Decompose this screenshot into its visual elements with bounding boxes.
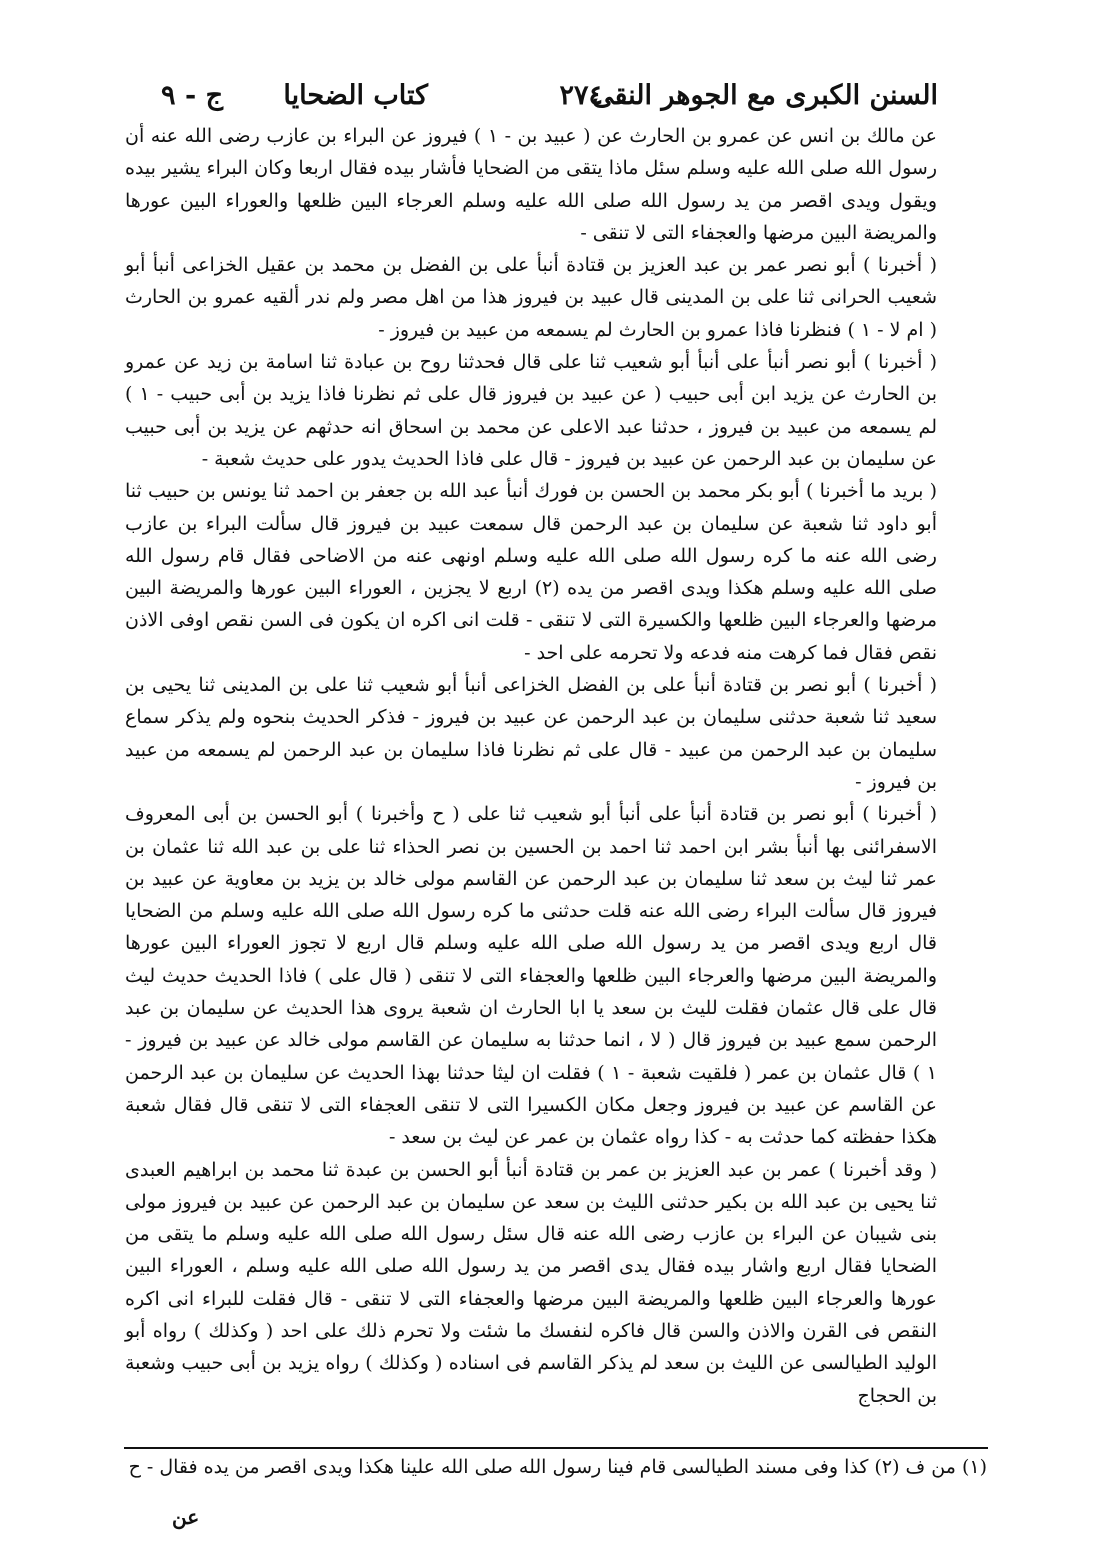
volume-number: ج - ٩ — [161, 80, 223, 111]
paragraph: ( أخبرنا ) أبو نصر أنبأ على أنبأ أبو شعيب ثنا على قال فحدثنا روح بن عبادة ثنا اسامة بن زيد عن عمرو بن الحارث عن يزيد ابن أبى حبيب ( عن عبيد بن فيروز قال على ثم نظرنا فاذا يزيد بن أبى حبيب - ١ ) لم يسمعه من عبيد بن فيروز ، حدثنا عبد الاعلى عن محمد بن اسحاق انه حدثهم عن يزيد بن أبى حبيب عن سليمان بن عبد الرحمن عن عبيد بن فيروز - قال على فاذا الحديث يدور على حديث شعبة - — [125, 351, 938, 470]
main-text — [125, 120, 937, 1412]
running-header — [138, 76, 938, 118]
paragraph: عن مالك بن انس عن عمرو بن الحارث عن ( عبيد بن - ١ ) فيروز عن البراء بن عازب رضى الله عنه أن رسول الله صلى الله عليه وسلم سئل ماذا يتقى من الضحايا فأشار بيده فقال اربعا وكان البراء يشير بيده ويقول ويدى اقصر من يد رسول الله صلى الله عليه وسلم العرجاء البين ظلعها والعوراء البين عورها والمريضة البين مرضها والعجفاء التى لا تنقى - — [125, 125, 937, 244]
paragraph: ( أخبرنا ) أبو نصر بن قتادة أنبأ على أنبأ أبو شعيب ثنا على ( ح وأخبرنا ) أبو الحسن بن أبى المعروف الاسفرائنى بها أنبأ بشر ابن احمد ثنا احمد بن الحسين بن نصر الحذاء ثنا على بن عبد الله ثنا عثمان بن عمر ثنا ليث بن سعد ثنا سليمان بن عبد الرحمن عن القاسم مولى خالد بن يزيد بن معاوية عن عبيد بن فيروز قال سألت البراء رضى الله عنه قلت حدثنى ما كره رسول الله صلى الله عليه وسلم من الضحايا قال اربع ويدى اقصر من يد رسول الله صلى الله عليه وسلم قال اربع لا تجوز العوراء البين عورها والمريضة البين مرضها والعرجاء البين ظلعها والعجفاء التى لا تنقى ( قال على ) فاذا الحديث حديث ليث قال على قال عثمان فقلت لليث بن سعد يا ابا الحارث ان شعبة يروى هذا الحديث عن سليمان بن عبد الرحمن سمع عبيد بن فيروز قال ( لا ، انما حدثنا به سليمان عن القاسم مولى خالد عن عبيد بن فيروز - ١ ) قال عثمان بن عمر ( فلقيت شعبة - ١ ) فقلت ان ليثا حدثنا بهذا الحديث عن سليمان بن عبد الرحمن عن القاسم عن عبيد بن فيروز وجعل مكان الكسيرا التى لا تنقى العجفاء التى لا تنقى قال فقال شعبة هكذا حفظته كما حدثت به - كذا رواه عثمان بن عمر عن ليث بن سعد - — [125, 803, 937, 1149]
footnote-divider — [124, 1447, 988, 1449]
footnote: (١) من ف (٢) كذا وفى مسند الطيالسى قام فينا رسول الله صلى الله علينا هكذا ويدى اقصر من يده فقال - ح — [128, 1456, 987, 1478]
book-title: السنن الكبرى مع الجوهر النقى — [591, 80, 938, 111]
paragraph: ( أخبرنا ) أبو نصر عمر بن عبد العزيز بن قتادة أنبأ على بن الفضل بن محمد بن عقيل الخزاعى أنبأ أبو شعيب الحرانى ثنا على بن المدينى قال عبيد بن فيروز هذا من اهل مصر ولم ندر ألقيه عمرو بن الحارث ( ام لا - ١ ) فنظرنا فاذا عمرو بن الحارث لم يسمعه من عبيد بن فيروز - — [125, 254, 937, 341]
catchword: عن — [172, 1505, 200, 1529]
page-number: ٢٧٤ — [559, 80, 603, 111]
paragraph: ( بريد ما أخبرنا ) أبو بكر محمد بن الحسن بن فورك أنبأ عبد الله بن جعفر بن احمد ثنا يونس بن حبيب ثنا أبو داود ثنا شعبة عن سليمان بن عبد الرحمن قال سمعت عبيد بن فيروز قال سألت البراء بن عازب رضى الله عنه ما كره رسول الله صلى الله عليه وسلم اونهى عنه من الاضاحى فقال قام رسول الله صلى الله عليه وسلم هكذا ويدى اقصر من يده (٢) اربع لا يجزين ، العوراء البين عورها والمريضة البين مرضها والعرجاء البين ظلعها والكسيرة التى لا تنقى - قلت انى اكره ان يكون فى السن نقص اوفى الاذن نقص فقال فما كرهت منه فدعه ولا تحرمه على احد - — [125, 480, 937, 664]
paragraph: ( وقد أخبرنا ) عمر بن عبد العزيز بن عمر بن قتادة أنبأ أبو الحسن بن عبدة ثنا محمد بن ابراهيم العبدى ثنا يحيى بن عبد الله بن بكير حدثنى الليث بن سعد عن سليمان بن عبد الرحمن عن عبيد بن فيروز مولى بنى شيبان عن البراء بن عازب رضى الله عنه قال سئل رسول الله صلى الله عليه وسلم ما يتقى من الضحايا فقال اربع واشار بيده فقال يدى اقصر من يد رسول الله صلى الله عليه وسلم ، العوراء البين عورها والعرجاء البين ظلعها والمريضة البين مرضها والعجفاء التى لا تنقى - قال فقلت للبراء انى اكره النقص فى القرن والاذن والسن قال فاكره لنفسك ما شئت ولا تحرم ذلك على احد ( وكذلك ) رواه أبو الوليد الطيالسى عن الليث بن سعد لم يذكر القاسم فى اسناده ( وكذلك ) رواه يزيد بن أبى حبيب وشعبة بن الحجاج — [125, 1158, 937, 1407]
paragraph: ( أخبرنا ) أبو نصر بن قتادة أنبأ على بن الفضل الخزاعى أنبأ أبو شعيب ثنا على بن المدينى ثنا يحيى بن سعيد ثنا شعبة حدثنى سليمان بن عبد الرحمن عن عبيد بن فيروز - فذكر الحديث بنحوه ولم يذكر سماع سليمان بن عبد الرحمن من عبيد - قال على ثم نظرنا فاذا سليمان بن عبد الرحمن لم يسمعه من عبيد بن فيروز - — [125, 674, 937, 793]
chapter-title: كتاب الضحايا — [283, 80, 428, 111]
